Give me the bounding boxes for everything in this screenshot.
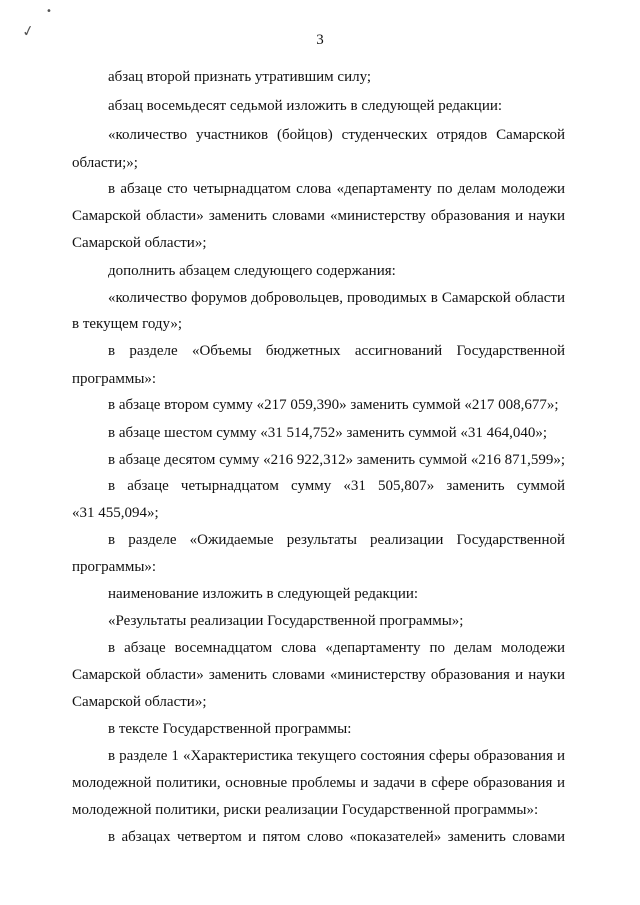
text-line: абзац второй признать утратившим силу; [108,69,372,85]
text-line: в разделе «Ожидаемые результаты реализации Государственной [108,532,565,548]
text-line: Самарской области» заменить словами «министерству образования и науки [72,208,565,224]
text-line: абзац восемьдесят седьмой изложить в следующей редакции: [108,98,503,114]
text-line: «количество участников (бойцов) студенческих отрядов Самарской [108,127,565,143]
text-line: в абзаце десятом сумму «216 922,312» заменить суммой «216 871,599»; [108,452,566,468]
text-line: в абзаце восемнадцатом слова «департаменту по делам молодежи [108,640,565,656]
handwritten-check-mark: ✓ [20,20,37,42]
text-line: Самарской области»; [72,235,207,251]
text-line: молодежной политики, риски реализации Государственной программы»: [72,802,539,818]
text-line: в абзаце четырнадцатом сумму «31 505,807» заменить суммой [108,478,565,494]
text-line: Самарской области» заменить словами «министерству образования и науки [72,667,565,683]
text-line: в абзаце сто четырнадцатом слова «департаменту по делам молодежи [108,181,565,197]
text-line: в тексте Государственной программы: [108,721,352,737]
text-line: «количество форумов добровольцев, проводимых в Самарской области [108,290,565,306]
text-line: в текущем году»; [72,316,183,332]
text-line: дополнить абзацем следующего содержания: [108,263,396,279]
text-line: «Результаты реализации Государственной программы»; [108,613,464,629]
text-line: программы»: [72,371,157,387]
text-line: в абзаце шестом сумму «31 514,752» заменить суммой «31 464,040»; [108,425,548,441]
text-line: в разделе 1 «Характеристика текущего состояния сферы образования и [108,748,565,764]
text-line: области;»; [72,155,138,171]
text-line: в абзаце втором сумму «217 059,390» заменить суммой «217 008,677»; [108,397,559,413]
text-line: «31 455,094»; [72,505,159,521]
page-number: 3 [316,32,324,48]
text-line: Самарской области»; [72,694,207,710]
scan-mark-dot: • [46,6,52,17]
text-line: молодежной политики, основные проблемы и задачи в сфере образования и [72,775,565,791]
text-line: в абзацах четвертом и пятом слово «показателей» заменить словами [108,829,565,845]
text-line: наименование изложить в следующей редакции: [108,586,419,602]
text-line: программы»: [72,559,157,575]
text-line: в разделе «Объемы бюджетных ассигнований Государственной [108,343,565,359]
